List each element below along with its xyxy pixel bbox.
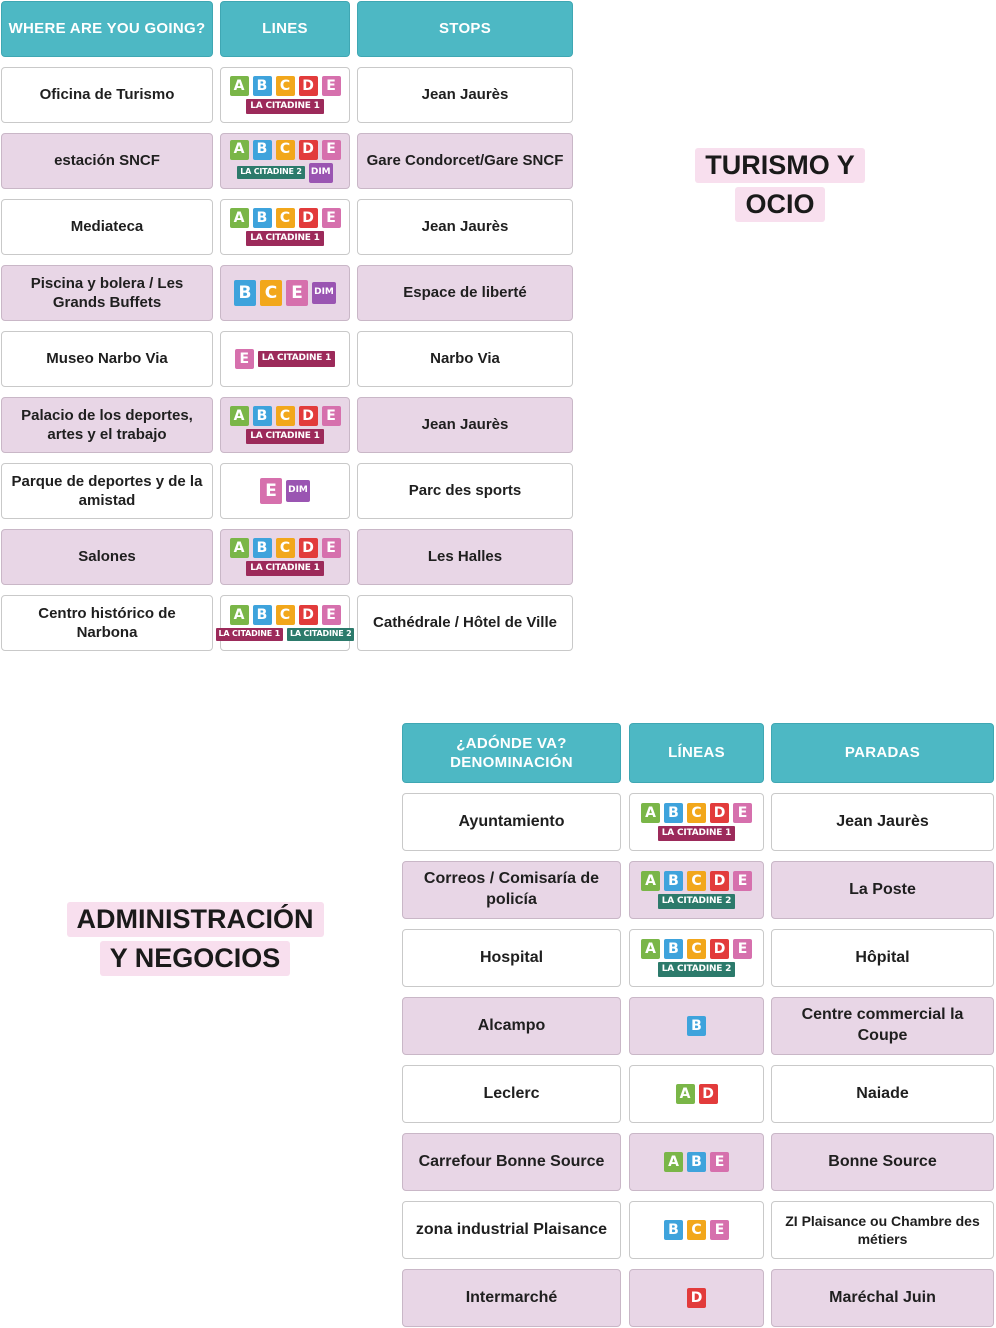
admin-lines-cell bbox=[629, 861, 764, 919]
line-badge-a: A bbox=[676, 1084, 695, 1104]
line-badge-b: B bbox=[664, 871, 683, 891]
line-badge-c: C bbox=[687, 939, 706, 959]
line-badge-e: E bbox=[322, 76, 341, 96]
tourism-line-badges bbox=[230, 406, 341, 426]
line-badge-e: E bbox=[286, 280, 308, 306]
tourism-place-cell: Oficina de Turismo bbox=[1, 67, 213, 123]
line-badge-e: E bbox=[710, 1152, 729, 1172]
line-badge-e: E bbox=[733, 803, 752, 823]
tourism-lines-cell bbox=[220, 529, 350, 585]
line-badge-d: D bbox=[699, 1084, 718, 1104]
tourism-line-badges bbox=[260, 478, 310, 504]
admin-line-badges bbox=[676, 1084, 718, 1104]
tourism-citadine-row bbox=[246, 429, 324, 445]
tourism-stop-cell: Parc des sports bbox=[357, 463, 573, 519]
admin-stop-cell: Jean Jaurès bbox=[771, 793, 994, 851]
line-badge-c: C bbox=[276, 538, 295, 558]
line-badge-a: A bbox=[230, 605, 249, 625]
tourism-header-0: WHERE ARE YOU GOING? bbox=[1, 1, 213, 57]
line-badge-a: A bbox=[664, 1152, 683, 1172]
citadine-badge: LA CITADINE 2 bbox=[658, 894, 736, 910]
admin-lines-cell bbox=[629, 1269, 764, 1327]
line-badge-e: E bbox=[322, 538, 341, 558]
admin-place-cell: Leclerc bbox=[402, 1065, 621, 1123]
tourism-stop-cell: Espace de liberté bbox=[357, 265, 573, 321]
line-badge-b: B bbox=[253, 208, 272, 228]
tourism-citadine-row bbox=[246, 99, 324, 115]
line-badge-a: A bbox=[230, 76, 249, 96]
line-badge-c: C bbox=[276, 208, 295, 228]
line-badge-d: D bbox=[710, 939, 729, 959]
line-badge-c: C bbox=[276, 140, 295, 160]
citadine-badge: LA CITADINE 1 bbox=[246, 99, 324, 115]
line-badge-b: B bbox=[253, 605, 272, 625]
line-badge-dim: DIM bbox=[312, 282, 336, 304]
line-badge-e: E bbox=[322, 406, 341, 426]
tourism-lines-cell bbox=[220, 595, 350, 651]
admin-title-line-1: ADMINISTRACIÓN bbox=[67, 902, 324, 937]
tourism-place-cell: Centro histórico de Narbona bbox=[1, 595, 213, 651]
tourism-title-line-2: OCIO bbox=[735, 187, 824, 222]
tourism-lines-cell bbox=[220, 67, 350, 123]
line-badge-c: C bbox=[687, 871, 706, 891]
tourism-lines-cell bbox=[220, 133, 350, 189]
admin-section-title bbox=[40, 900, 350, 978]
tourism-header-2: STOPS bbox=[357, 1, 573, 57]
tourism-line-badges bbox=[234, 280, 336, 306]
line-badge-b: B bbox=[253, 406, 272, 426]
line-badge-b: B bbox=[687, 1152, 706, 1172]
line-badge-b: B bbox=[253, 538, 272, 558]
line-badge-e: E bbox=[260, 478, 282, 504]
tourism-line-badges bbox=[235, 349, 336, 369]
citadine-badge: LA CITADINE 2 bbox=[658, 962, 736, 978]
admin-place-cell: Hospital bbox=[402, 929, 621, 987]
tourism-lines-cell bbox=[220, 331, 350, 387]
tourism-line-badges bbox=[230, 538, 341, 558]
citadine-badge: LA CITADINE 1 bbox=[246, 429, 324, 445]
admin-line-badges bbox=[664, 1152, 729, 1172]
line-badge-dim: DIM bbox=[286, 480, 310, 502]
admin-line-badges bbox=[687, 1288, 706, 1308]
tourism-header-1: LINES bbox=[220, 1, 350, 57]
line-badge-a: A bbox=[230, 538, 249, 558]
citadine-badge: LA CITADINE 2 bbox=[237, 166, 304, 178]
line-badge-e: E bbox=[322, 208, 341, 228]
line-badge-b: B bbox=[253, 140, 272, 160]
line-badge-a: A bbox=[641, 871, 660, 891]
admin-line-badges bbox=[664, 1220, 729, 1240]
line-badge-b: B bbox=[664, 1220, 683, 1240]
admin-stop-cell: Bonne Source bbox=[771, 1133, 994, 1191]
admin-stop-cell: Centre commercial la Coupe bbox=[771, 997, 994, 1055]
admin-place-cell: zona industrial Plaisance bbox=[402, 1201, 621, 1259]
admin-lines-cell bbox=[629, 1065, 764, 1123]
line-badge-c: C bbox=[687, 803, 706, 823]
admin-line-badges bbox=[687, 1016, 706, 1036]
admin-header-1: LÍNEAS bbox=[629, 723, 764, 783]
admin-line-badges bbox=[641, 939, 752, 959]
line-badge-a: A bbox=[641, 939, 660, 959]
tourism-place-cell: Palacio de los deportes, artes y el trabajo bbox=[1, 397, 213, 453]
citadine-badge: LA CITADINE 1 bbox=[246, 231, 324, 247]
tourism-line-badges bbox=[230, 140, 341, 160]
line-badge-d: D bbox=[299, 538, 318, 558]
tourism-place-cell: Museo Narbo Via bbox=[1, 331, 213, 387]
admin-citadine-row bbox=[658, 894, 736, 910]
line-badge-c: C bbox=[276, 605, 295, 625]
tourism-line-badges bbox=[230, 208, 341, 228]
tourism-place-cell: Piscina y bolera / Les Grands Buffets bbox=[1, 265, 213, 321]
line-badge-c: C bbox=[276, 406, 295, 426]
citadine-badge: LA CITADINE 1 bbox=[658, 826, 736, 842]
line-badge-d: D bbox=[299, 406, 318, 426]
line-badge-b: B bbox=[687, 1016, 706, 1036]
admin-place-cell: Carrefour Bonne Source bbox=[402, 1133, 621, 1191]
line-badge-a: A bbox=[230, 406, 249, 426]
admin-place-cell: Intermarché bbox=[402, 1269, 621, 1327]
line-badge-d: D bbox=[299, 76, 318, 96]
tourism-section-title bbox=[670, 146, 890, 224]
admin-lines-cell bbox=[629, 929, 764, 987]
tourism-stop-cell: Jean Jaurès bbox=[357, 67, 573, 123]
admin-lines-cell bbox=[629, 997, 764, 1055]
admin-lines-cell bbox=[629, 793, 764, 851]
tourism-lines-cell bbox=[220, 265, 350, 321]
line-badge-c: C bbox=[687, 1220, 706, 1240]
line-badge-e: E bbox=[322, 605, 341, 625]
admin-lines-cell bbox=[629, 1201, 764, 1259]
line-badge-e: E bbox=[322, 140, 341, 160]
line-badge-a: A bbox=[230, 208, 249, 228]
line-badge-c: C bbox=[276, 76, 295, 96]
line-badge-d: D bbox=[710, 871, 729, 891]
citadine-badge: LA CITADINE 1 bbox=[246, 561, 324, 577]
tourism-line-badges bbox=[230, 76, 341, 96]
tourism-line-badges bbox=[230, 605, 341, 625]
line-badge-b: B bbox=[664, 803, 683, 823]
citadine-badge: LA CITADINE 2 bbox=[287, 628, 354, 640]
line-badge-d: D bbox=[687, 1288, 706, 1308]
line-badge-dim: DIM bbox=[309, 163, 333, 183]
line-badge-d: D bbox=[710, 803, 729, 823]
admin-stop-cell: Naiade bbox=[771, 1065, 994, 1123]
tourism-place-cell: Parque de deportes y de la amistad bbox=[1, 463, 213, 519]
line-badge-d: D bbox=[299, 140, 318, 160]
citadine-badge: LA CITADINE 1 bbox=[258, 351, 336, 367]
admin-citadine-row bbox=[658, 962, 736, 978]
admin-place-cell: Ayuntamiento bbox=[402, 793, 621, 851]
tourism-citadine-row bbox=[237, 163, 332, 183]
admin-place-cell: Correos / Comisaría de policía bbox=[402, 861, 621, 919]
line-badge-a: A bbox=[230, 140, 249, 160]
admin-line-badges bbox=[641, 871, 752, 891]
tourism-place-cell: Salones bbox=[1, 529, 213, 585]
tourism-citadine-row bbox=[216, 628, 355, 640]
admin-line-badges bbox=[641, 803, 752, 823]
tourism-title-line-1: TURISMO Y bbox=[695, 148, 865, 183]
tourism-stop-cell: Narbo Via bbox=[357, 331, 573, 387]
line-badge-d: D bbox=[299, 208, 318, 228]
line-badge-e: E bbox=[733, 871, 752, 891]
line-badge-b: B bbox=[664, 939, 683, 959]
line-badge-b: B bbox=[253, 76, 272, 96]
line-badge-b: B bbox=[234, 280, 256, 306]
tourism-stop-cell: Jean Jaurès bbox=[357, 199, 573, 255]
tourism-stop-cell: Cathédrale / Hôtel de Ville bbox=[357, 595, 573, 651]
admin-title-line-2: Y NEGOCIOS bbox=[100, 941, 291, 976]
tourism-place-cell: estación SNCF bbox=[1, 133, 213, 189]
tourism-place-cell: Mediateca bbox=[1, 199, 213, 255]
line-badge-e: E bbox=[710, 1220, 729, 1240]
admin-stop-cell: Maréchal Juin bbox=[771, 1269, 994, 1327]
admin-place-cell: Alcampo bbox=[402, 997, 621, 1055]
tourism-lines-cell bbox=[220, 199, 350, 255]
admin-stop-cell: Hôpital bbox=[771, 929, 994, 987]
admin-header-0: ¿ADÓNDE VA? DENOMINACIÓN bbox=[402, 723, 621, 783]
admin-stop-cell: ZI Plaisance ou Chambre des métiers bbox=[771, 1201, 994, 1259]
tourism-citadine-row bbox=[246, 231, 324, 247]
line-badge-e: E bbox=[733, 939, 752, 959]
line-badge-a: A bbox=[641, 803, 660, 823]
admin-header-2: PARADAS bbox=[771, 723, 994, 783]
admin-stop-cell: La Poste bbox=[771, 861, 994, 919]
tourism-stop-cell: Les Halles bbox=[357, 529, 573, 585]
line-badge-e: E bbox=[235, 349, 254, 369]
tourism-lines-cell bbox=[220, 397, 350, 453]
line-badge-c: C bbox=[260, 280, 282, 306]
tourism-lines-cell bbox=[220, 463, 350, 519]
tourism-stop-cell: Jean Jaurès bbox=[357, 397, 573, 453]
line-badge-d: D bbox=[299, 605, 318, 625]
citadine-badge: LA CITADINE 1 bbox=[216, 628, 283, 640]
tourism-stop-cell: Gare Condorcet/Gare SNCF bbox=[357, 133, 573, 189]
admin-citadine-row bbox=[658, 826, 736, 842]
tourism-citadine-row bbox=[246, 561, 324, 577]
admin-lines-cell bbox=[629, 1133, 764, 1191]
